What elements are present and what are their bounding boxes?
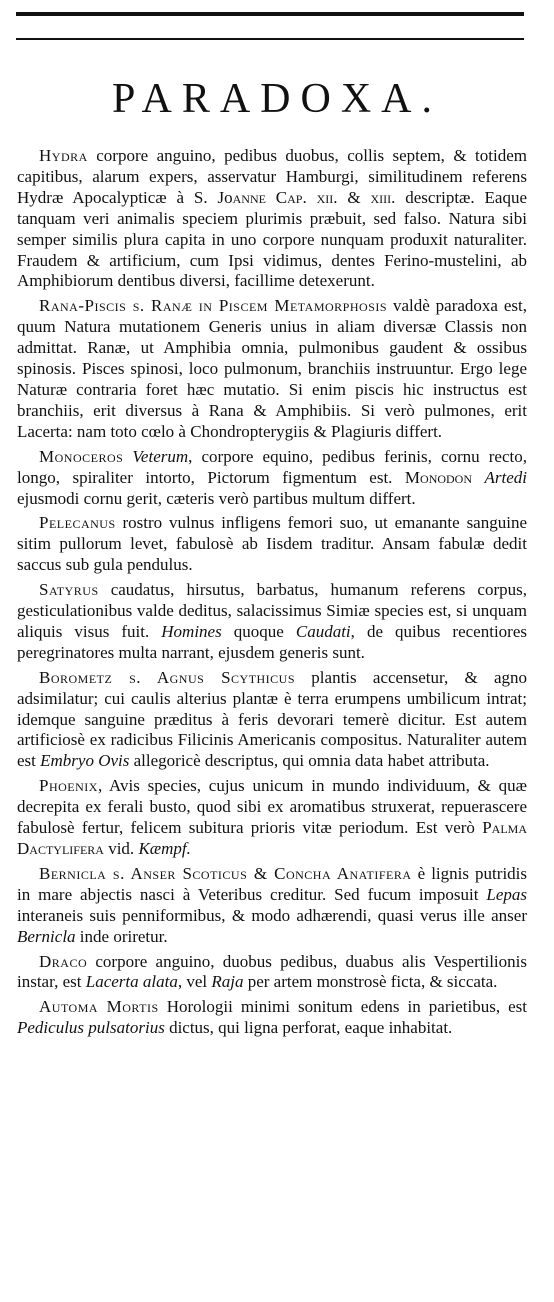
entry-text: plantis accensetur, & agno adsimilatur; cui caulis alterius plantæ è terra erumpens umbilicum intrat; idemque sanguine præditus à feris devorari temerè dicitur. Est autem artificiosè ex radicibus Filicinis Americanis compositus. Naturaliter autem est xyxy=(17,667,527,771)
entry-paragraph xyxy=(17,997,527,1039)
entry-italic-term: Raja xyxy=(211,972,244,992)
entry-italic-term: Bernicla xyxy=(17,926,76,946)
entry-heading: Bernicla s. Anser Scoticus & Concha Anatifera xyxy=(39,863,412,883)
entry-heading: Hydra xyxy=(39,146,88,165)
entry-text: vid. xyxy=(103,839,139,858)
entry-italic-term: Homines xyxy=(161,621,222,641)
entry-paragraph xyxy=(17,952,527,994)
entry-paragraph xyxy=(17,146,527,292)
entry-text: descriptæ. Eaque tanquam veri animalis speciem plurimis præbuit, sed falso. Natura sibi semper similis plura capita in uno corpore nunquam produxit naturaliter. Fraudem & artificium, cum Ipsi vidimus, dentes Ferino-mustelini, ab Amphibiorum dentibus diversi, facillime detexerunt. xyxy=(17,187,527,291)
entry-italic-term: Artedi xyxy=(484,467,528,487)
entry-italic-term: Pediculus pulsatorius xyxy=(17,1018,165,1038)
entry-italic-term: Embryo Ovis xyxy=(40,751,130,771)
top-thick-rule xyxy=(16,12,524,16)
entry-text: inde oriretur. xyxy=(75,926,168,946)
entry-heading: Satyrus xyxy=(39,580,99,600)
entries-list xyxy=(17,146,527,1043)
entry-italic-term: Lepas xyxy=(486,884,527,904)
entry-italic-term: Caudati xyxy=(295,621,351,641)
entry-text: corpore anguino, duobus pedibus, duabus alis Vespertilionis instar, est xyxy=(17,951,527,992)
entry-paragraph xyxy=(17,296,527,442)
page-title: PARADOXA. xyxy=(111,76,442,122)
entry-italic-term: Kæmpf. xyxy=(138,839,191,858)
entry-text: allegoricè descriptus, qui omnia data habet attributa. xyxy=(129,751,490,771)
top-thin-rule xyxy=(16,38,524,40)
entry-text: , Avis species, cujus unicum in mundo individuum, & quæ decrepita ex ferali busto, quod sibi ex aromatibus struxerat, repuerascere fabulosè fertur, felicem subitura prioris vitæ periodum. Est verò xyxy=(17,776,527,838)
entry-paragraph xyxy=(17,580,527,664)
entry-paragraph xyxy=(17,447,527,510)
entry-small-caps-term: Monodon xyxy=(404,467,473,487)
entry-text: , de quibus recentiores peregrinatores multa narrant, ejusdem generis sunt. xyxy=(17,621,528,662)
entry-paragraph xyxy=(17,668,527,773)
entry-paragraph xyxy=(17,513,527,576)
entry-heading: Pelecanus xyxy=(39,513,116,533)
entry-text: interaneis suis penniformibus, & modo adhærendi, quasi verus ille anser xyxy=(17,905,527,925)
entry-text: ejusmodi cornu gerit, cæteris verò partibus multum differt. xyxy=(17,488,416,508)
entry-text xyxy=(472,468,484,487)
entry-paragraph xyxy=(17,776,527,860)
entry-heading: Rana-Piscis s. Ranæ in Piscem Metamorphosis xyxy=(39,296,388,316)
entry-small-caps-term: Palma Dactylifera xyxy=(17,818,527,858)
entry-text: per artem monstrosè ficta, & siccata. xyxy=(243,972,498,992)
entry-paragraph xyxy=(17,864,527,948)
entry-text: caudatus, hirsutus, barbatus, humanum referens corpus, gesticulationibus valde deditus, salacissimus Simiæ species est, si unquam aliquis visus fuit. xyxy=(17,580,527,641)
entry-text: dictus, qui ligna perforat, eaque inhabitat. xyxy=(164,1018,453,1038)
entry-text: Horologii minimi sonitum edens in parietibus, est xyxy=(158,997,527,1017)
entry-text: è lignis putridis in mare abjectis nasci à Veteribus creditur. Sed fucum imposuit xyxy=(17,863,528,904)
entry-text: rostro vulnus infligens femori suo, ut emanante sanguine sitim pullorum levet, fabulosè ab Iisdem traditur. Ansam fabulæ dedit saccus sub gula pendulus. xyxy=(17,513,527,575)
entry-small-caps-term: anne Cap. xii. & xiii. xyxy=(232,187,396,207)
entry-heading: Draco xyxy=(39,951,88,971)
entry-heading: Phoenix xyxy=(39,776,98,796)
entry-heading: Automa Mortis xyxy=(39,997,159,1017)
entry-text: valdè paradoxa est, quum Natura mutationem Generis unius in aliam diversæ Classis non admittat. Ranæ, ut Amphibia omnia, pulmonibus gaudent & ossibus spinosis. Pisces spinosi, loco pulmonum, branchiis instruuntur. Ergo lege Naturæ contraria foret hæc mutatio. Si enim piscis hic instructus est branchiis, erit diversus à Rana & Amphibiis. Si verò pulmones, erit Lacerta: nam toto cœlo à Chondropterygiis & Plagiuris differt. xyxy=(17,296,527,441)
entry-text: , corpore equino, pedibus ferinis, cornu recto, longo, spiraliter intorto, Pictorum figmentum est. xyxy=(17,446,528,487)
entry-heading: Monoceros xyxy=(39,446,124,466)
entry-italic-term: Lacerta alata xyxy=(85,972,178,992)
entry-text: , vel xyxy=(177,972,212,992)
entry-text: corpore anguino, pedibus duobus, collis septem, & totidem capitibus, alarum expers, asservatur Hamburgi, similitudinem referens Hydræ Apocalypticæ à S. Jo xyxy=(17,146,527,207)
entry-heading: Borometz s. Agnus Scythicus xyxy=(39,667,296,687)
entry-text: quoque xyxy=(221,621,296,641)
entry-italic-term: Veterum xyxy=(132,446,189,466)
